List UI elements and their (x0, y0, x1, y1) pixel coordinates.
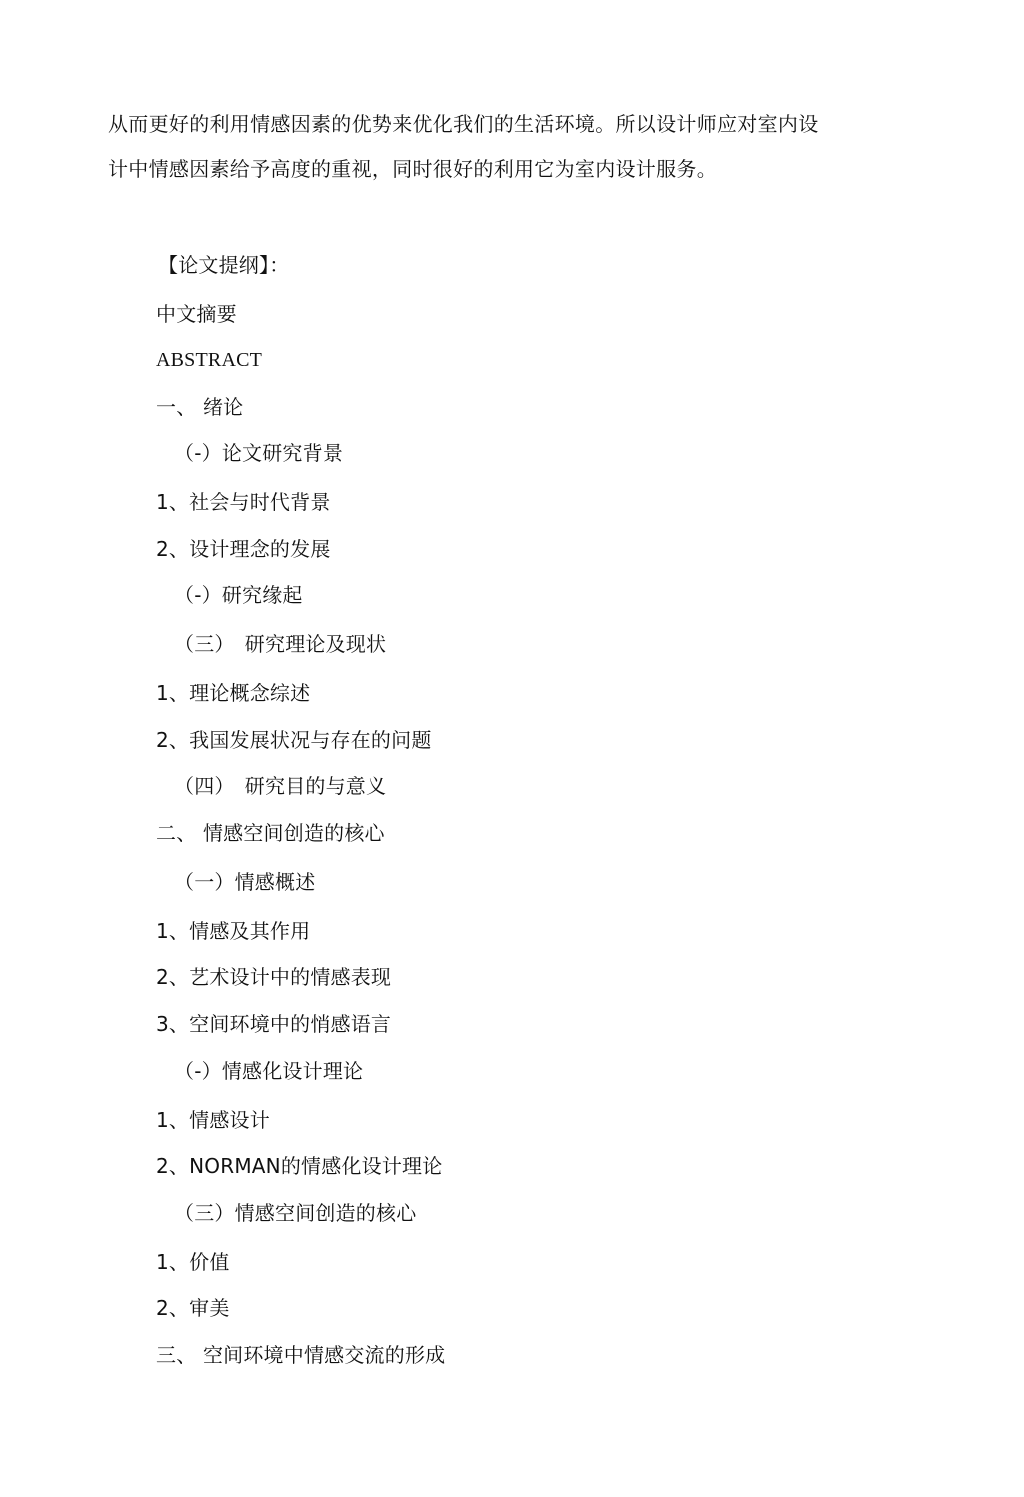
outline-item-chapter-1: 一、 绪论 (156, 395, 244, 419)
outline-item-1-1: （-）论文研究背景 (174, 441, 344, 465)
outline-item-1-3-1: 1、理论概念综述 (156, 681, 311, 705)
outline-item-2-3: （三）情感空间创造的核心 (174, 1201, 417, 1225)
outline-item-chapter-3: 三、 空间环境中情感交流的形成 (156, 1343, 446, 1367)
outline-item-2-2: （-）情感化设计理论 (174, 1059, 364, 1083)
outline-item-1-2: （-）研究缘起 (174, 583, 303, 607)
outline-item-2-2-2: 2、NORMAN的情感化设计理论 (156, 1154, 443, 1178)
intro-paragraph-line-1: 从而更好的利用情感因素的优势来优化我们的生活环境。所以设计师应对室内设 (108, 112, 819, 136)
outline-item-2-1-2: 2、艺术设计中的情感表现 (156, 965, 392, 989)
outline-item-chinese-abstract: 中文摘要 (156, 302, 237, 326)
outline-item-abstract: ABSTRACT (156, 349, 263, 371)
outline-item-2-1-1: 1、情感及其作用 (156, 919, 311, 943)
outline-item-1-4: （四） 研究目的与意义 (174, 774, 387, 798)
outline-heading: 【论文提纲】： (158, 253, 290, 277)
intro-paragraph-line-2: 计中情感因素给予高度的重视，同时很好的利用它为室内设计服务。 (108, 157, 717, 181)
outline-item-2-3-2: 2、审美 (156, 1296, 230, 1320)
outline-item-2-1-3: 3、空间环境中的悄感语言 (156, 1012, 392, 1036)
outline-item-2-3-1: 1、价值 (156, 1250, 230, 1274)
outline-item-1-1-1: 1、社会与时代背景 (156, 490, 331, 514)
outline-item-1-3-2: 2、我国发展状况与存在的问题 (156, 728, 432, 752)
outline-item-2-1: （一）情感概述 (174, 870, 316, 894)
outline-item-chapter-2: 二、 情感空间创造的核心 (156, 821, 385, 845)
outline-item-1-3: （三） 研究理论及现状 (174, 632, 387, 656)
outline-item-1-1-2: 2、设计理念的发展 (156, 537, 331, 561)
outline-item-2-2-1: 1、情感设计 (156, 1108, 270, 1132)
